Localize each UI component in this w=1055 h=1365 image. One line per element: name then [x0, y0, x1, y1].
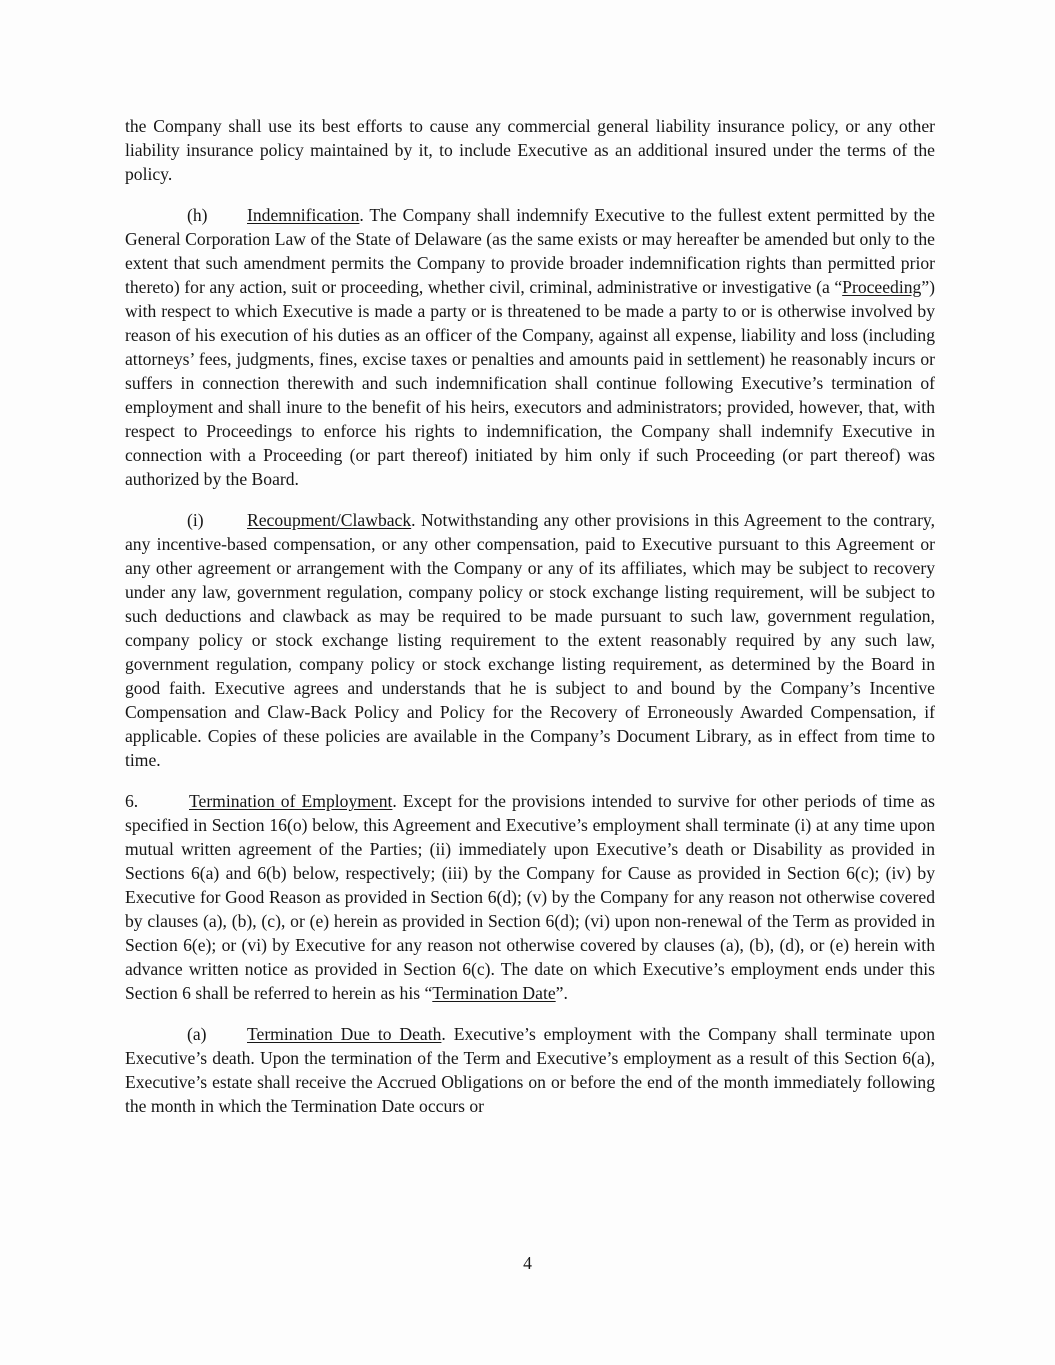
- section-heading: Indemnification: [247, 205, 360, 225]
- section-heading: Recoupment/Clawback: [247, 510, 412, 530]
- paragraph-text: ”.: [555, 983, 568, 1003]
- section-marker: 6.: [125, 791, 139, 811]
- paragraph-text: . Notwithstanding any other provisions in this Agreement to the contrary, any incentive-based compensation, or any other compensation, paid to Executive pursuant to this Agreement or any other agreement or arrangement with the Company or any of its affiliates, which may be subject to recovery under any law, government regulation, company policy or stock exchange listing requirement, will be subject to such deductions and clawback as may be required to be made pursuant to such law, government regulation, company policy or stock exchange listing requirement to the extent reasonably required by any such law, government regulation, company policy or stock exchange listing requirement, as determined by the Board in good faith. Executive agrees and understands that he is subject to and bound by the Company’s Incentive Compensation and Claw-Back Policy and Policy for the Recovery of Erroneously Awarded Compensation, if applicable. Copies of these policies are available in the Company’s Document Library, as in effect from time to time.: [125, 510, 935, 770]
- defined-term: Proceeding: [842, 277, 922, 297]
- paragraph-continuation: [125, 114, 935, 186]
- section-heading: Termination Due to Death: [247, 1024, 442, 1044]
- defined-term: Termination Date: [432, 983, 556, 1003]
- paragraph-text: . The Company shall indemnify Executive to the fullest extent permitted by the General Corporation Law of the State of Delaware (as the same exists or may hereafter be amended but only to the extent that such amendment permits the Company to provide broader indemnification rights than permitted prior thereto) for any action, suit or proceeding, whether civil, criminal, administrative or investigative (a “: [125, 205, 935, 297]
- paragraph-text: . Except for the provisions intended to survive for other periods of time as specified in Section 16(o) below, this Agreement and Executive’s employment shall terminate (i) at any time upon mutual written agreement of the Parties; (ii) immediately upon Executive’s death or Disability as provided in Sections 6(a) and 6(b) below, respectively; (iii) by the Company for Cause as provided in Section 6(c); (iv) by Executive for Good Reason as provided in Section 6(d); (v) by the Company for any reason not otherwise covered by clauses (a), (b), (c), or (e) herein as provided in Section 6(d); (vi) upon non-renewal of the Term as provided in Section 6(e); or (vi) by Executive for any reason not otherwise covered by clauses (a), (b), (d), or (e) herein with advance written notice as provided in Section 6(c). The date on which Executive’s employment ends under this Section 6 shall be referred to herein as his “: [125, 791, 935, 1003]
- paragraph-death: [125, 1022, 935, 1118]
- paragraph-recoupment: [125, 508, 935, 772]
- document-body: [125, 114, 935, 1135]
- paragraph-text: . Executive’s employment with the Company shall terminate upon Executive’s death. Upon the termination of the Term and Executive’s employment as a result of this Section 6(a), Executive’s estate shall receive the Accrued Obligations on or before the end of the month immediately following the month in which the Termination Date occurs or: [125, 1024, 936, 1116]
- section-marker: (h): [187, 205, 208, 225]
- paragraph-text: the Company shall use its best efforts to cause any commercial general liability insurance policy, or any other liability insurance policy maintained by it, to include Executive as an additional insured under the terms of the policy.: [125, 116, 935, 184]
- page-number: 4: [523, 1253, 532, 1273]
- paragraph-termination: [125, 789, 935, 1005]
- section-marker: (i): [187, 510, 204, 530]
- paragraph-indemnification: [125, 203, 935, 491]
- section-marker: (a): [187, 1024, 207, 1044]
- paragraph-text: ”) with respect to which Executive is made a party or is threatened to be made a party to or is otherwise involved by reason of his execution of his duties as an officer of the Company, against all expense, liability and loss (including attorneys’ fees, judgments, fines, excise taxes or penalties and amounts paid in settlement) he reasonably incurs or suffers in connection therewith and such indemnification shall continue following Executive’s termination of employment and shall inure to the benefit of his heirs, executors and administrators; provided, however, that, with respect to Proceedings to enforce his rights to indemnification, the Company shall indemnify Executive in connection with a Proceeding (or part thereof) initiated by him only if such Proceeding (or part thereof) was authorized by the Board.: [125, 277, 935, 489]
- section-heading: Termination of Employment: [189, 791, 393, 811]
